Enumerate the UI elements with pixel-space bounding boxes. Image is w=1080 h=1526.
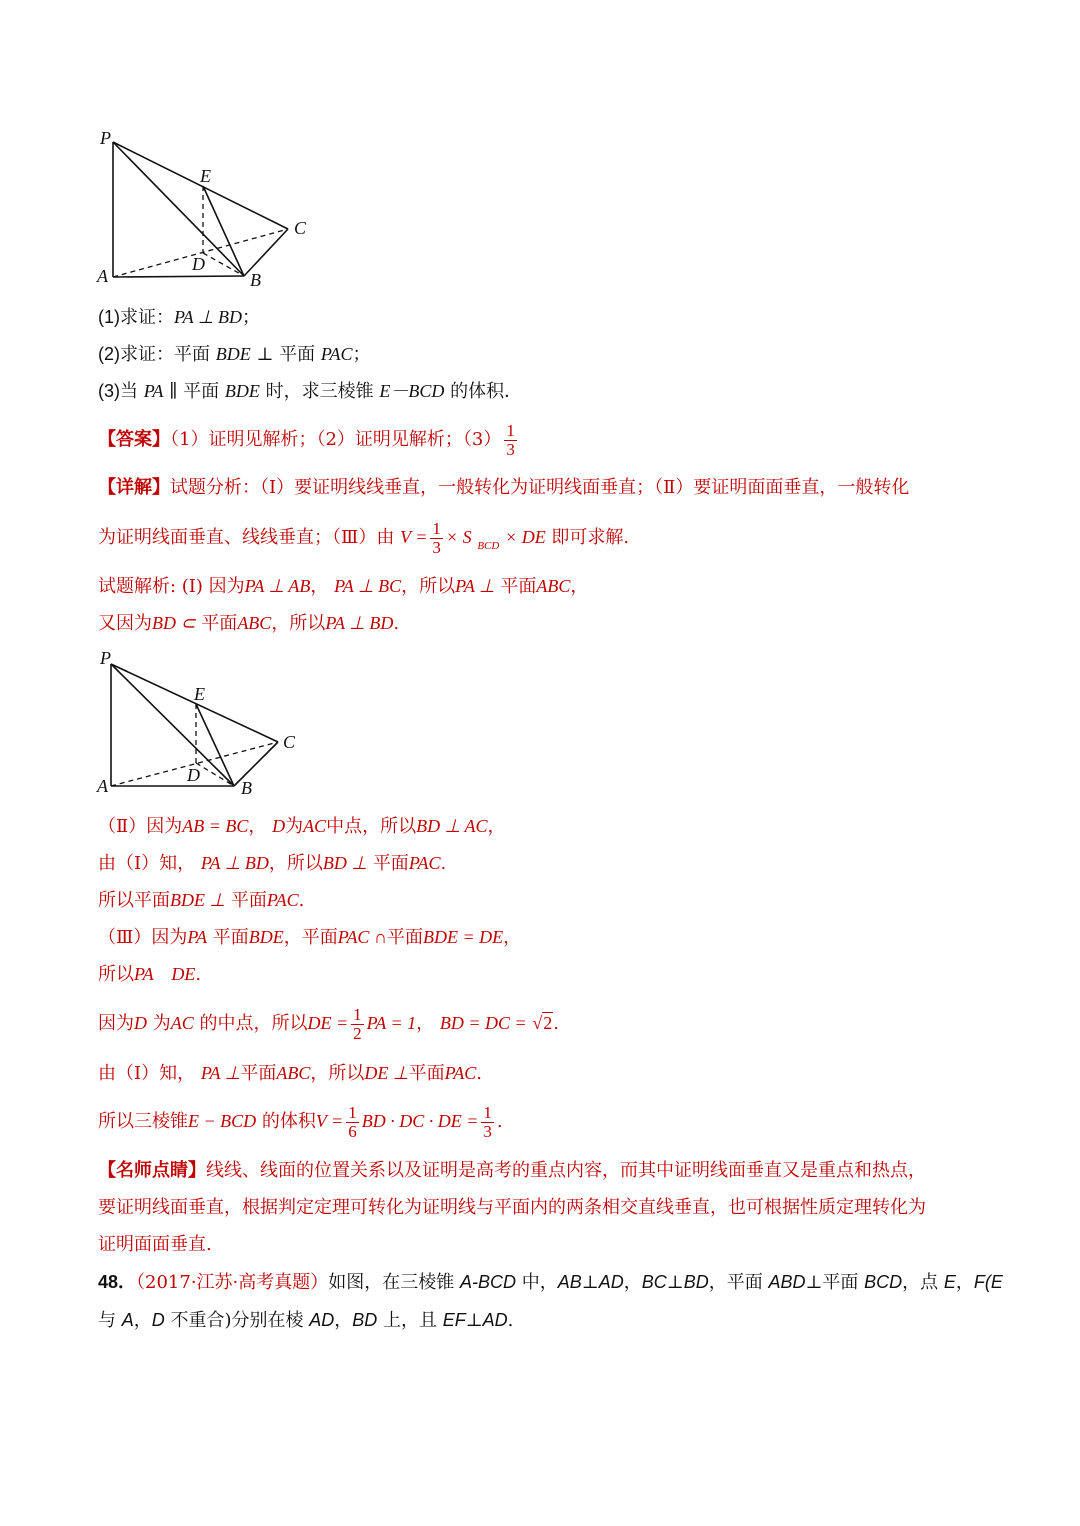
problem-48-line-2: 与 A，D 不重合)分别在棱 AD，BD 上，且 EF⊥AD. — [98, 1310, 514, 1331]
label-D: D — [187, 765, 200, 785]
question-3: (3)当 PA ∥ 平面 BDE 时，求三棱锥 E－BCD 的体积． — [98, 381, 523, 402]
solution-line-7: 所以PA DE. — [98, 964, 202, 985]
detail-line-1: 【详解】试题分析：（Ⅰ）要证明线线垂直，一般转化为证明线面垂直；（Ⅱ）要证明面面垂直，一般转化 — [98, 477, 910, 498]
label-P: P — [100, 648, 111, 668]
label-C: C — [294, 218, 307, 238]
label-D: D — [192, 254, 205, 274]
answer-fraction: $\frac{1}{3}$ — [506, 420, 515, 459]
label-E: E — [200, 166, 211, 186]
tips-line-2: 要证明线面垂直，根据判定定理可转化为证明线与平面内的两条相交直线垂直，也可根据性质定理转化为 — [98, 1197, 926, 1218]
label-A: A — [97, 776, 108, 796]
solution-line-8: 因为D 为AC 的中点，所以DE = $\frac{1}{2}$ PA = 1， BD = DC = √2. — [98, 1004, 560, 1043]
question-2: (2)求证：平面 BDE ⊥ 平面 PAC； — [98, 344, 371, 365]
solution-line-10: 所以三棱锥E − BCD 的体积V = $\frac{1}{6}$ BD · DC · DE = $\frac{1}{3}$ . — [98, 1102, 503, 1141]
solution-line-5: 所以平面BDE ⊥ 平面PAC. — [98, 890, 305, 911]
solution-line-9: 由（Ⅰ）知， PA ⊥平面ABC，所以DE ⊥平面PAC. — [98, 1063, 482, 1084]
problem-48-line-1: 48．（2017·江苏·高考真题）如图，在三棱锥 A-BCD 中，AB⊥AD，BC⊥BD，平面 ABD⊥平面 BCD，点 E，F(E — [98, 1272, 1003, 1293]
solution-line-2: 又因为BD ⊂ 平面ABC，所以PA ⊥ BD. — [98, 613, 400, 634]
detail-line-2: 为证明线面垂直、线线垂直；（Ⅲ）由 V = $\frac{1}{3}$ × S $_{BCD}$ × DE 即可求解. — [98, 518, 630, 557]
solution-line-6: （Ⅲ）因为PA 平面BDE，平面PAC ∩平面BDE = DE， — [98, 927, 522, 948]
label-B: B — [241, 778, 252, 798]
label-A: A — [97, 266, 108, 286]
answer-line: 【答案】（1）证明见解析；（2）证明见解析；（3） $\frac{1}{3}$ — [98, 420, 515, 459]
solution-line-4: 由（Ⅰ）知， PA ⊥ BD，所以BD ⊥ 平面PAC. — [98, 853, 447, 874]
label-E: E — [194, 684, 205, 704]
label-C: C — [283, 732, 296, 752]
question-1: (1)求证：PA ⊥ BD； — [98, 307, 261, 328]
solution-line-1: 试题解析: (Ⅰ) 因为PA ⊥ AB， PA ⊥ BC，所以PA ⊥ 平面ABC， — [98, 576, 589, 597]
sqrt-two: √2 — [532, 1013, 553, 1033]
solution-line-3: （Ⅱ）因为AB = BC， D为AC中点，所以BD ⊥ AC， — [98, 816, 506, 837]
tips-line-1: 【名师点睛】线线、线面的位置关系以及证明是高考的重点内容，而其中证明线面垂直又是重点和热点， — [98, 1160, 926, 1181]
pyramid-figure-2 — [92, 646, 312, 801]
label-B: B — [250, 270, 261, 290]
label-P: P — [100, 128, 111, 148]
pyramid-figure-1 — [92, 122, 322, 292]
tips-line-3: 证明面面垂直. — [98, 1234, 212, 1255]
